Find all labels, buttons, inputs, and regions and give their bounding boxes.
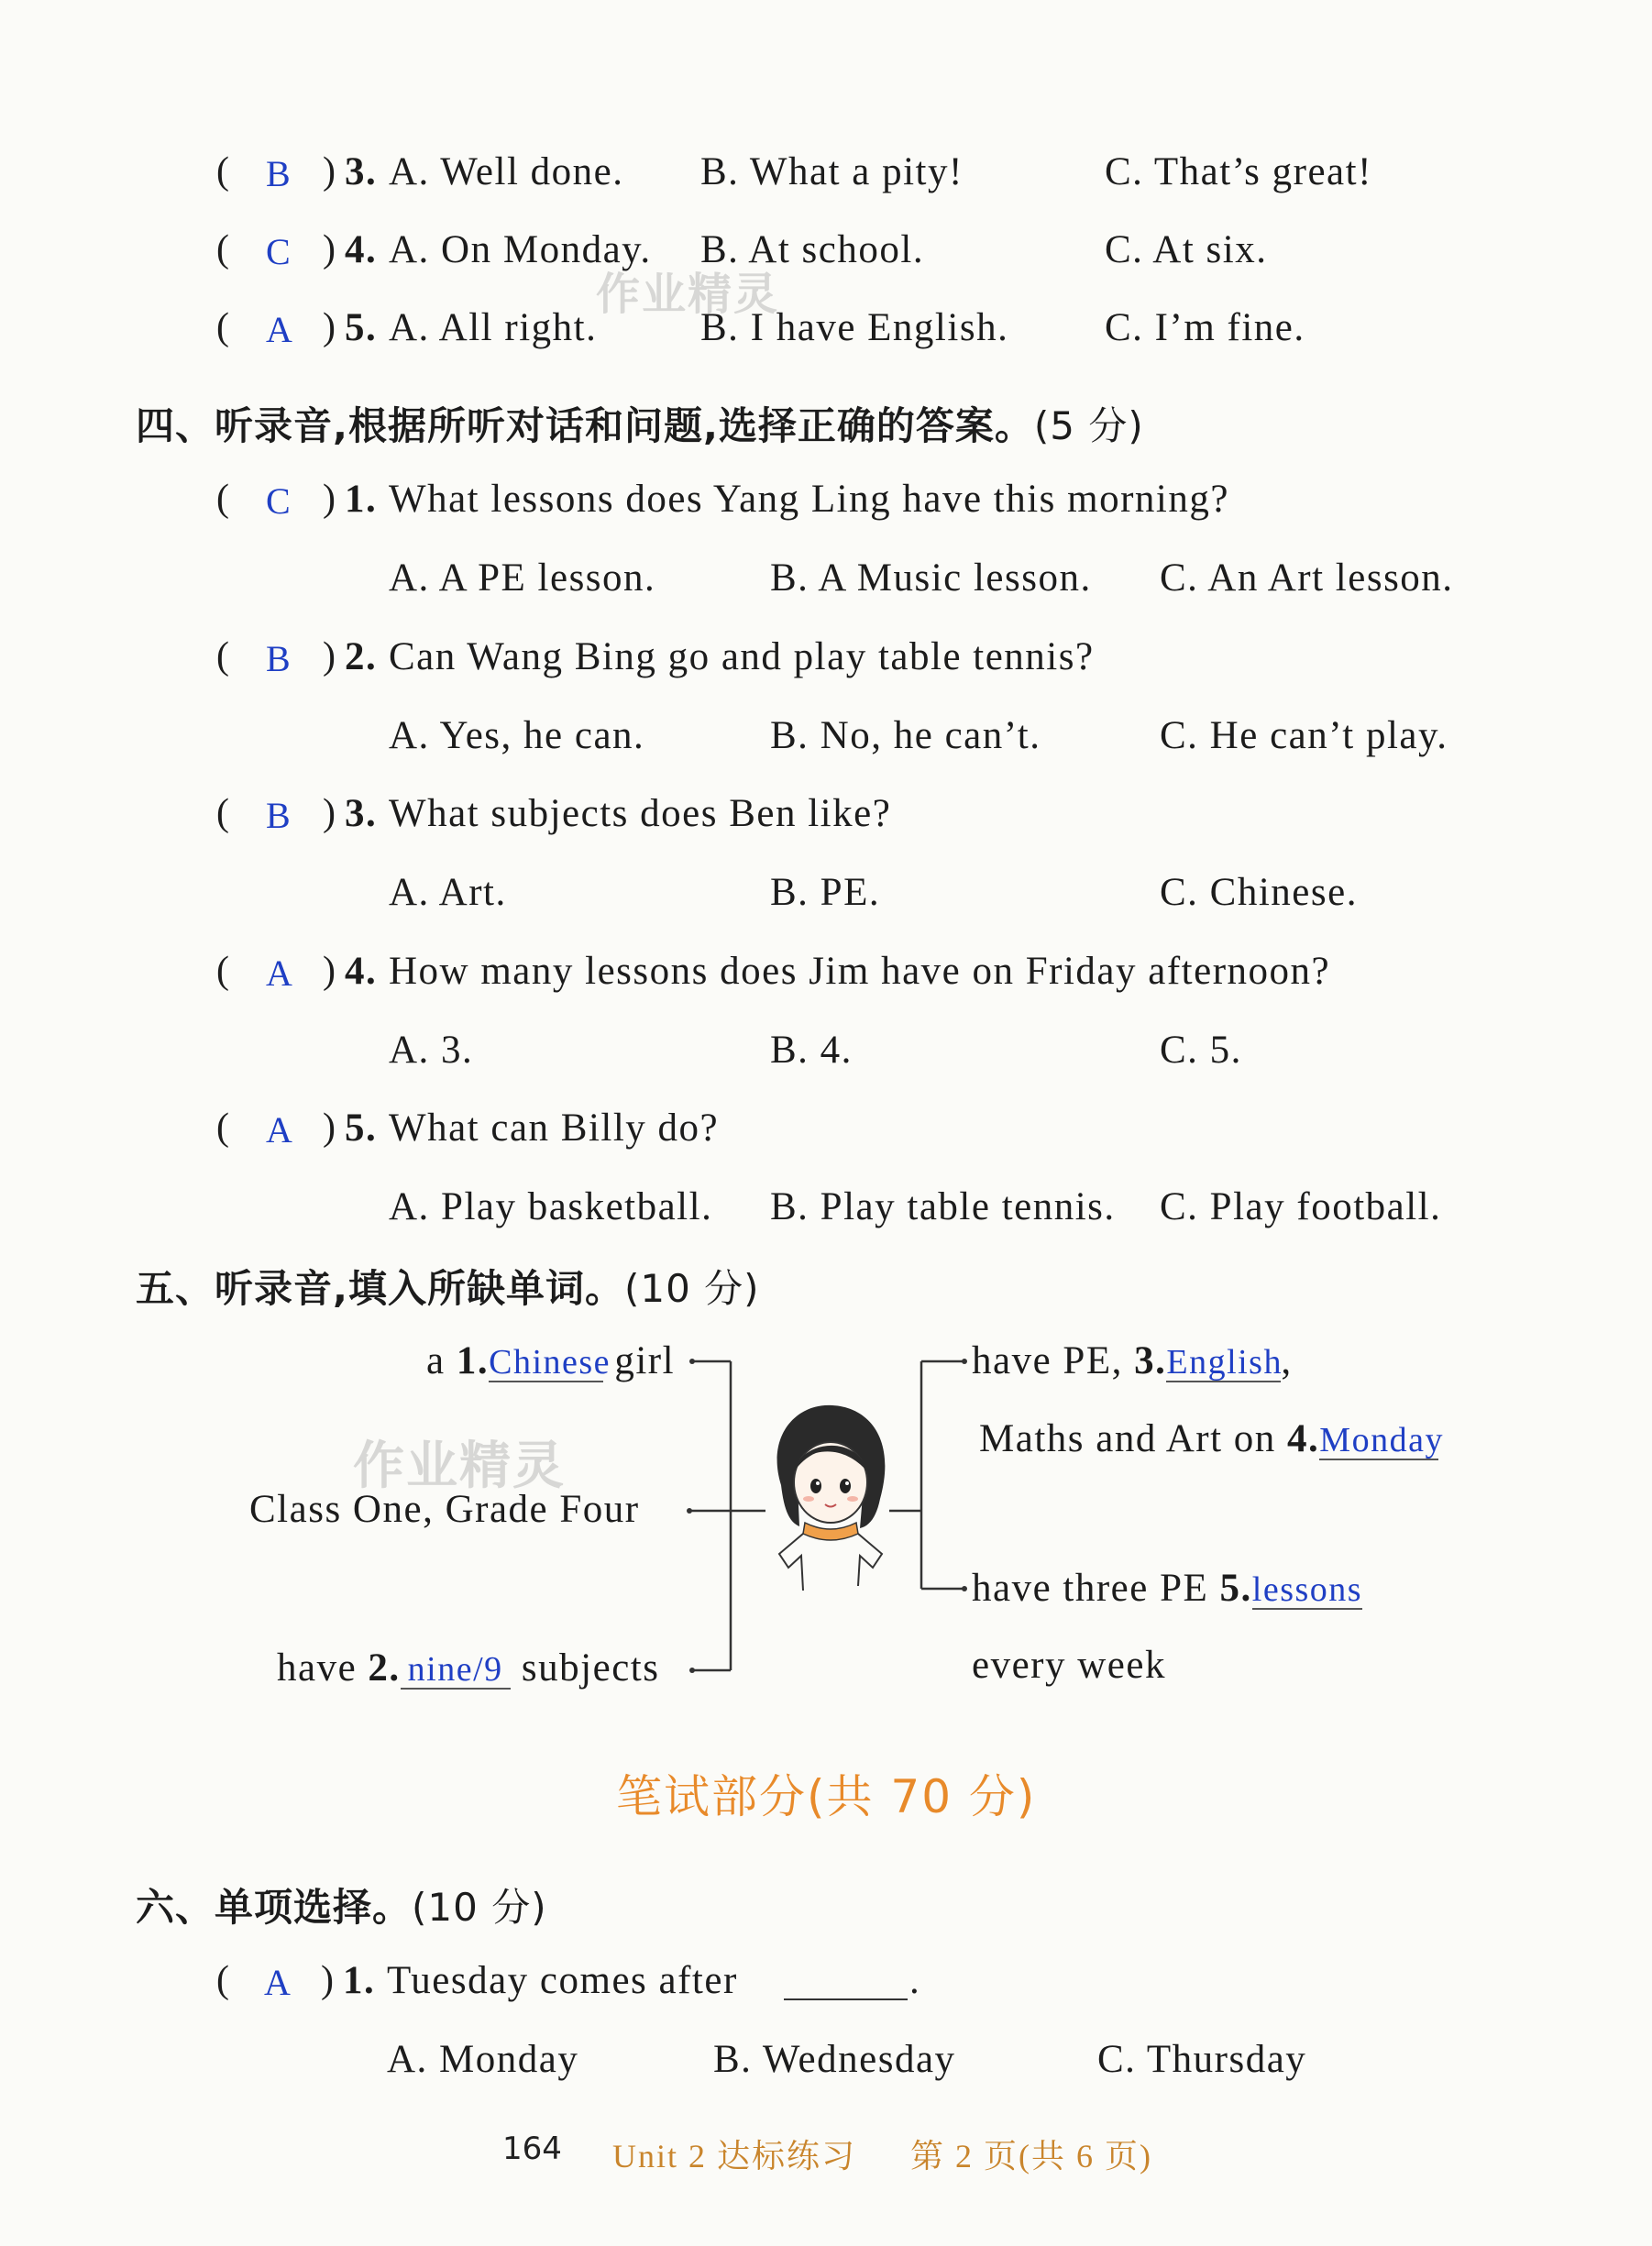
blank-number: 2. — [368, 1646, 401, 1690]
answer-paren: ( — [216, 228, 229, 270]
footer-unit-label: Unit 2 达标练习 — [612, 2138, 857, 2174]
option-a: A. 3. — [389, 1029, 474, 1072]
answer-paren: ( — [216, 950, 229, 992]
option-a: A. A PE lesson. — [389, 556, 656, 600]
answer-paren: ) — [323, 228, 336, 270]
section-title: 五、听录音,填入所缺单词。 — [136, 1266, 624, 1311]
girl-illustration-icon — [761, 1398, 898, 1595]
blank-number: 5. — [1219, 1567, 1252, 1610]
answer-paren: ( — [216, 792, 229, 834]
answer-choice: B — [266, 153, 291, 194]
answer-paren: ) — [323, 150, 336, 193]
watermark: 作业精灵 — [353, 1437, 566, 1496]
blank-number: 1. — [456, 1339, 490, 1382]
watermark: 作业精灵 — [596, 269, 780, 320]
section-points: (10 分) — [623, 1266, 760, 1311]
answer-choice: A — [266, 952, 292, 994]
answer-paren: ( — [216, 150, 229, 193]
answer-choice: B — [266, 638, 291, 679]
question-number: 4. — [345, 228, 378, 271]
map-text: have three PE — [972, 1567, 1209, 1610]
map-text: have — [277, 1646, 358, 1690]
answer-paren: ( — [216, 1106, 229, 1149]
map-line-1 — [426, 1338, 675, 1383]
option-b: B. PE. — [770, 871, 881, 914]
option-a: A. Play basketball. — [389, 1185, 713, 1228]
answer-paren: ) — [323, 635, 336, 677]
map-line-r4: every week — [972, 1644, 1166, 1687]
option-b: B. No, he can’t. — [770, 714, 1041, 757]
map-line-3 — [277, 1646, 659, 1690]
blank-number: 4. — [1287, 1417, 1320, 1460]
answer-paren: ) — [323, 950, 336, 992]
map-text: Maths and Art on — [979, 1417, 1276, 1460]
section-points: (5 分) — [1033, 403, 1144, 448]
option-c: C. Play football. — [1160, 1185, 1442, 1228]
option-b: B. Wednesday — [713, 2038, 956, 2081]
option-a: A. Monday — [387, 2038, 579, 2081]
option-c: C. I’m fine. — [1105, 306, 1305, 349]
map-line-2: Class One, Grade Four — [249, 1488, 640, 1531]
option-b: B. A Music lesson. — [770, 556, 1092, 600]
fill-blank-answer: Monday — [1319, 1421, 1444, 1459]
section-6-heading — [136, 1877, 547, 1932]
question-text: How many lessons does Jim have on Friday afternoon? — [389, 950, 1331, 993]
option-b: B. What a pity! — [700, 150, 964, 193]
answer-paren: ) — [323, 1106, 336, 1149]
option-c: C. At six. — [1105, 228, 1268, 271]
option-c: C. Thursday — [1097, 2038, 1307, 2081]
question-number: 1. — [343, 1959, 376, 2002]
fill-blank-answer: Chinese — [489, 1343, 611, 1382]
map-text: , — [1281, 1339, 1293, 1382]
answer-paren: ) — [321, 1959, 334, 2001]
option-c: C. An Art lesson. — [1160, 556, 1454, 600]
option-a: A. All right. — [389, 306, 598, 349]
map-text: subjects — [521, 1646, 660, 1690]
answer-paren: ( — [216, 306, 229, 348]
section-title: 四、听录音,根据所听对话和问题,选择正确的答案。 — [136, 403, 1034, 448]
answer-choice: A — [266, 1109, 292, 1151]
fill-blank-answer: lessons — [1251, 1570, 1363, 1609]
section-title: 六、单项选择。 — [136, 1885, 413, 1930]
option-b: B. At school. — [700, 228, 925, 271]
question-number: 1. — [345, 478, 378, 521]
fill-blank-answer: nine/9 — [401, 1651, 511, 1690]
blank-number: 3. — [1134, 1339, 1167, 1382]
option-b: B. 4. — [770, 1029, 853, 1072]
footer-page-info: 第 2 页(共 6 页) — [910, 2138, 1152, 2174]
question-text: What subjects does Ben like? — [389, 792, 892, 835]
question-text: Can Wang Bing go and play table tennis? — [389, 635, 1095, 678]
option-a: A. Art. — [389, 871, 507, 914]
answer-paren: ) — [323, 792, 336, 834]
map-line-r2 — [979, 1416, 1444, 1461]
section-points: (10 分) — [412, 1885, 547, 1930]
question-number: 5. — [345, 1106, 378, 1150]
answer-paren: ) — [323, 478, 336, 520]
blank-line — [784, 1998, 908, 2000]
question-number: 2. — [345, 635, 378, 678]
question-number: 4. — [345, 950, 378, 993]
answer-choice: A — [266, 309, 292, 350]
option-a: A. Well done. — [389, 150, 624, 193]
question-number: 3. — [345, 792, 378, 835]
written-part-title: 笔试部分(共 70 分) — [616, 1770, 1037, 1823]
answer-choice: C — [266, 480, 291, 522]
option-a: A. On Monday. — [389, 228, 652, 271]
option-b: B. Play table tennis. — [770, 1185, 1116, 1228]
question-end: . — [909, 1959, 921, 2002]
question-number: 5. — [345, 306, 378, 349]
answer-choice: C — [266, 231, 291, 272]
answer-paren: ( — [216, 478, 229, 520]
option-a: A. Yes, he can. — [389, 714, 645, 757]
answer-paren: ) — [323, 306, 336, 348]
map-text: have PE, — [972, 1339, 1123, 1382]
answer-choice: A — [264, 1962, 291, 2003]
map-line-r3 — [972, 1566, 1362, 1611]
option-c: C. He can’t play. — [1160, 714, 1448, 757]
option-c: C. 5. — [1160, 1029, 1242, 1072]
question-text: What can Billy do? — [389, 1106, 720, 1150]
answer-choice: B — [266, 795, 291, 836]
question-text: What lessons does Yang Ling have this morning? — [389, 478, 1229, 521]
question-text: Tuesday comes after — [387, 1959, 738, 2002]
map-text: girl — [614, 1339, 676, 1382]
map-text: a — [426, 1339, 446, 1382]
option-c: C. Chinese. — [1160, 871, 1358, 914]
answer-paren: ( — [216, 1959, 229, 2001]
answer-paren: ( — [216, 635, 229, 677]
question-number: 3. — [345, 150, 378, 193]
fill-blank-answer: English — [1166, 1343, 1283, 1382]
page-number: 164 — [502, 2130, 562, 2167]
option-b: B. I have English. — [700, 306, 1009, 349]
map-line-r1 — [972, 1338, 1293, 1383]
option-c: C. That’s great! — [1105, 150, 1372, 193]
